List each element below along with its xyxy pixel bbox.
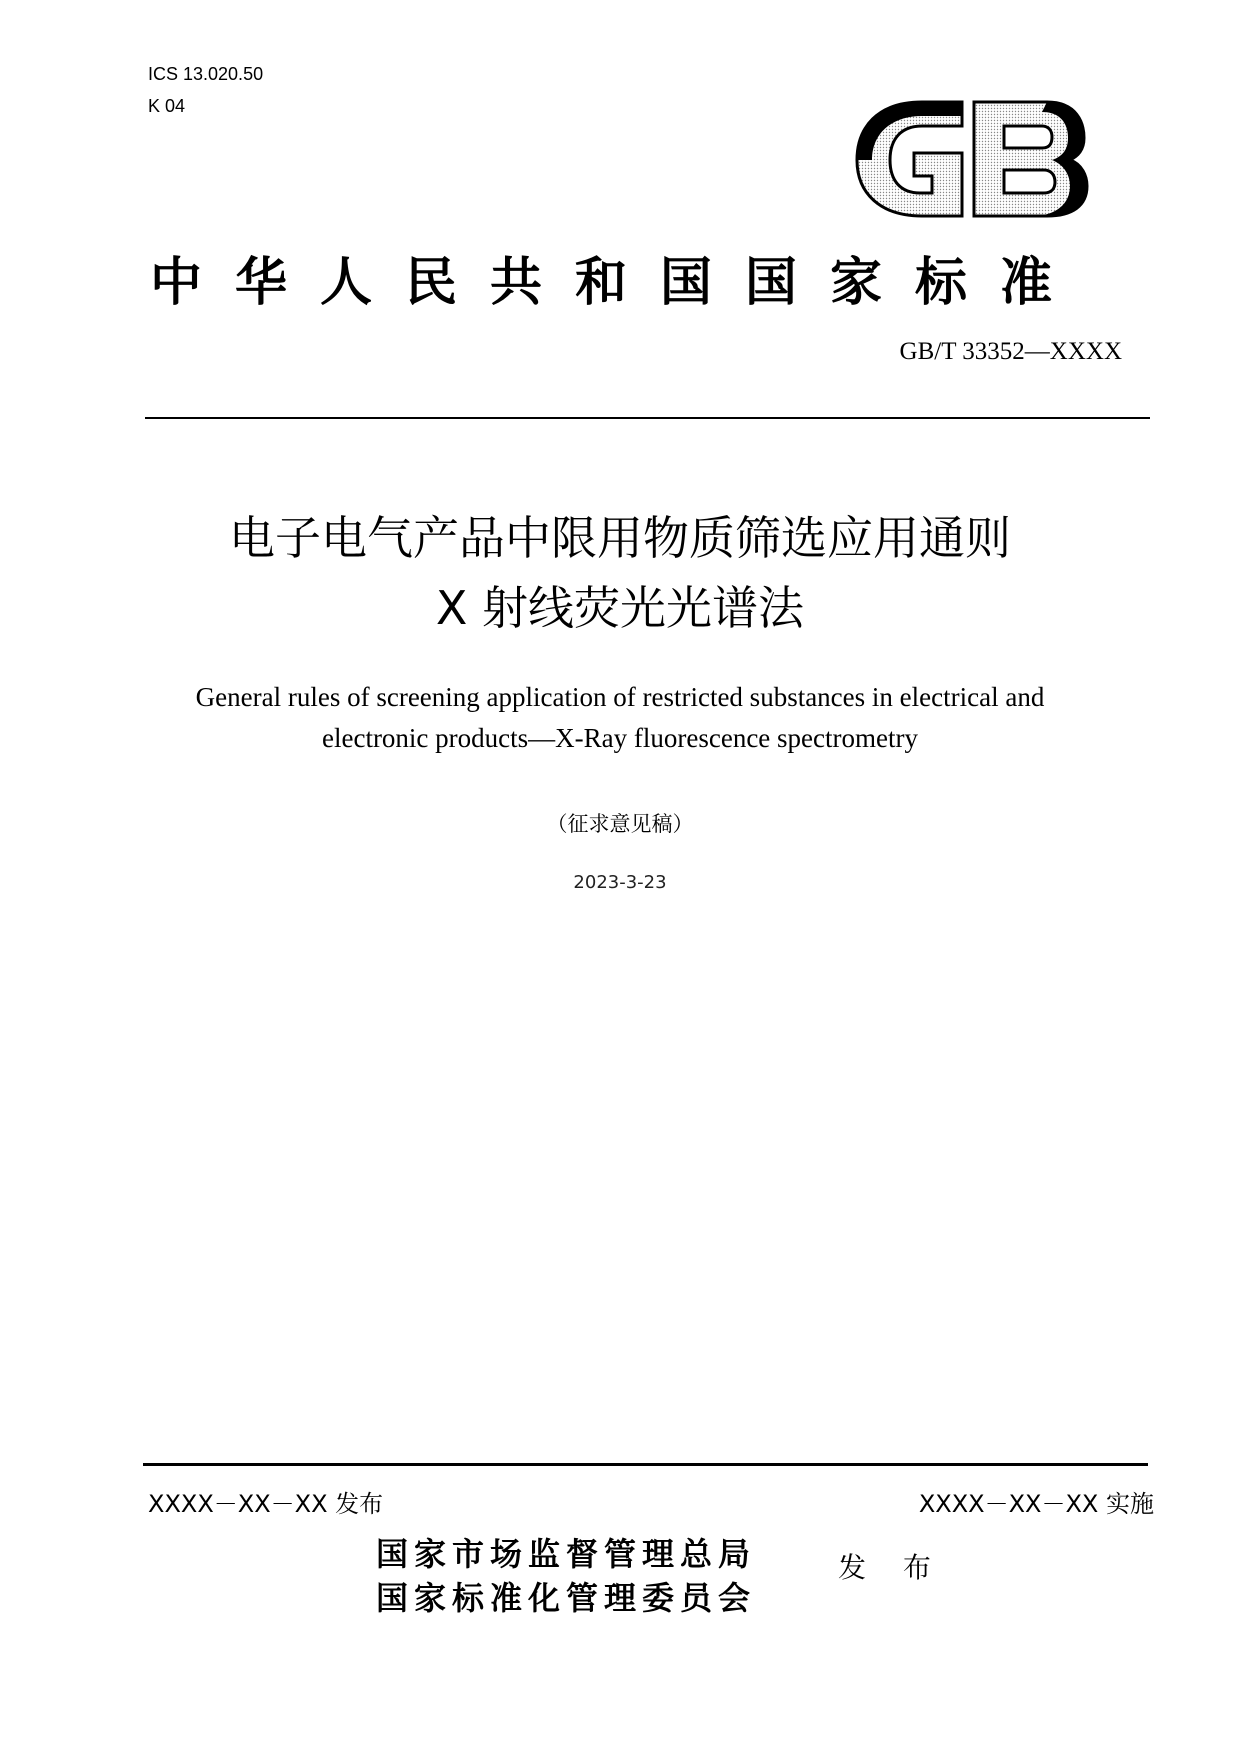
agency-sac: 国家标准化管理委员会 [376, 1579, 757, 1617]
issued-label: 发 布 [838, 1551, 945, 1584]
divider-bottom [143, 1463, 1148, 1466]
standard-code: GB/T 33352—XXXX [899, 338, 1122, 365]
draft-date: 2023-3-23 [573, 872, 667, 893]
title-zh-line1: 电子电气产品中限用物质筛选应用通则 [229, 511, 1011, 565]
effective-date: XXXX－XX－XX 实施 [918, 1490, 1154, 1518]
title-zh-line2: X 射线荧光光谱法 [435, 581, 805, 635]
ics-code: ICS 13.020.50 [148, 64, 264, 84]
gb-logo [852, 98, 1092, 220]
draft-label: （征求意见稿） [546, 812, 694, 836]
agency-samr: 国家市场监督管理总局 [376, 1535, 757, 1573]
ccs-code: K 04 [148, 96, 186, 116]
publish-date: XXXX－XX－XX 发布 [148, 1490, 384, 1518]
title-en-line1: General rules of screening application of restricted substances in electrical and [195, 682, 1045, 712]
standard-title: 中华人民共和国国家标准 [150, 252, 1086, 313]
divider-top [145, 417, 1150, 419]
title-en-line2: electronic products—X-Ray fluorescence spectrometry [321, 723, 918, 753]
